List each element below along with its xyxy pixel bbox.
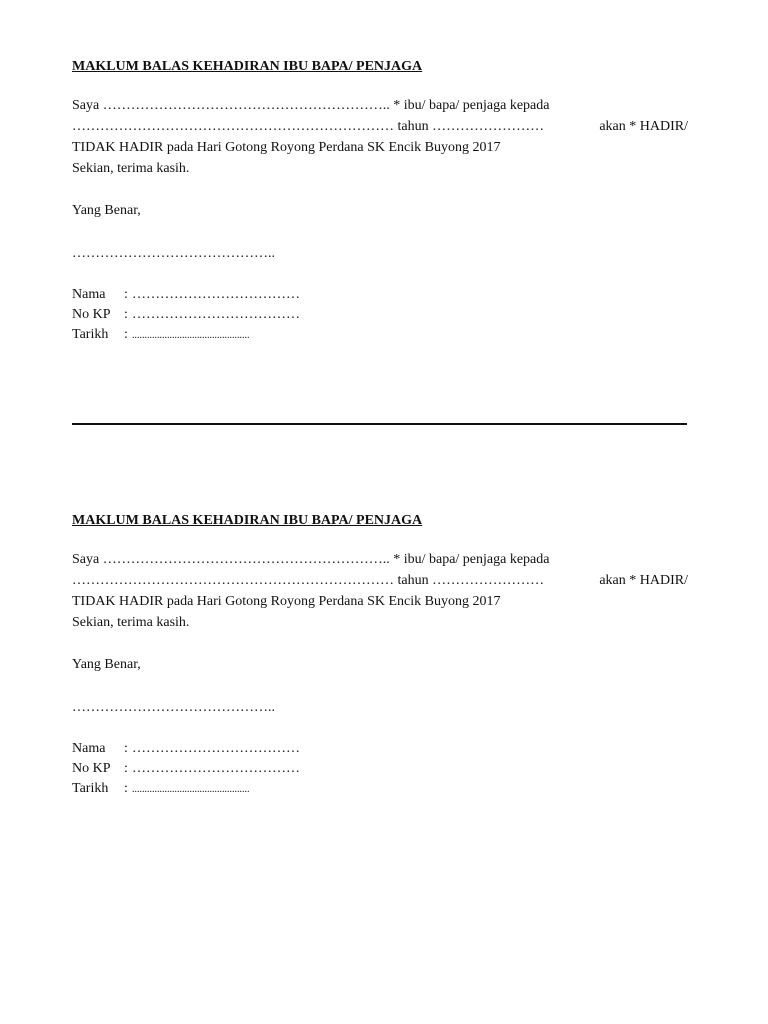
statement-line-2 <box>72 570 688 591</box>
signature-line: …………………………………….. <box>72 700 275 715</box>
closing-text: Yang Benar, <box>72 657 141 672</box>
statement-line-3: TIDAK HADIR pada Hari Gotong Royong Perdana SK Encik Buyong 2017 <box>72 594 501 609</box>
child-name-and-year-blanks: …………………………………………………………… tahun …………………… <box>72 119 545 134</box>
attendance-option-start: akan * HADIR/ <box>599 119 688 134</box>
field-nama <box>72 285 688 305</box>
attendance-option-start: akan * HADIR/ <box>599 573 688 588</box>
signature-line: …………………………………….. <box>72 246 275 261</box>
field-label: Tarikh <box>72 781 109 796</box>
reply-slip-1 <box>72 58 688 345</box>
field-tarikh <box>72 779 688 799</box>
cut-line-divider <box>72 423 687 425</box>
field-colon: : <box>124 741 128 756</box>
reply-slip-2 <box>72 512 688 799</box>
field-tarikh <box>72 325 688 345</box>
slip-title: MAKLUM BALAS KEHADIRAN IBU BAPA/ PENJAGA <box>72 59 423 74</box>
field-blank: ……………………………… <box>132 287 300 302</box>
field-colon: : <box>124 287 128 302</box>
field-colon: : <box>124 327 128 342</box>
field-label: Nama <box>72 741 106 756</box>
field-blank: ……………………………… <box>132 761 300 776</box>
statement-line-1: Saya …………………………………………………….. * ibu/ bapa/ penjaga kepada <box>72 552 550 567</box>
statement-line-4: Sekian, terima kasih. <box>72 615 190 630</box>
field-no-kp <box>72 305 688 325</box>
field-colon: : <box>124 761 128 776</box>
field-label: Nama <box>72 287 106 302</box>
field-blank: ............................................... <box>132 330 250 341</box>
field-colon: : <box>124 307 128 322</box>
field-colon: : <box>124 781 128 796</box>
field-blank: ……………………………… <box>132 741 300 756</box>
field-label: No KP <box>72 307 111 322</box>
slip-title: MAKLUM BALAS KEHADIRAN IBU BAPA/ PENJAGA <box>72 513 423 528</box>
child-name-and-year-blanks: …………………………………………………………… tahun …………………… <box>72 573 545 588</box>
field-label: Tarikh <box>72 327 109 342</box>
field-blank: ……………………………… <box>132 307 300 322</box>
statement-line-1: Saya …………………………………………………….. * ibu/ bapa/ penjaga kepada <box>72 98 550 113</box>
field-label: No KP <box>72 761 111 776</box>
field-no-kp <box>72 759 688 779</box>
closing-text: Yang Benar, <box>72 203 141 218</box>
field-nama <box>72 739 688 759</box>
statement-line-4: Sekian, terima kasih. <box>72 161 190 176</box>
statement-line-3: TIDAK HADIR pada Hari Gotong Royong Perdana SK Encik Buyong 2017 <box>72 140 501 155</box>
statement-line-2 <box>72 116 688 137</box>
field-blank: ............................................... <box>132 784 250 795</box>
